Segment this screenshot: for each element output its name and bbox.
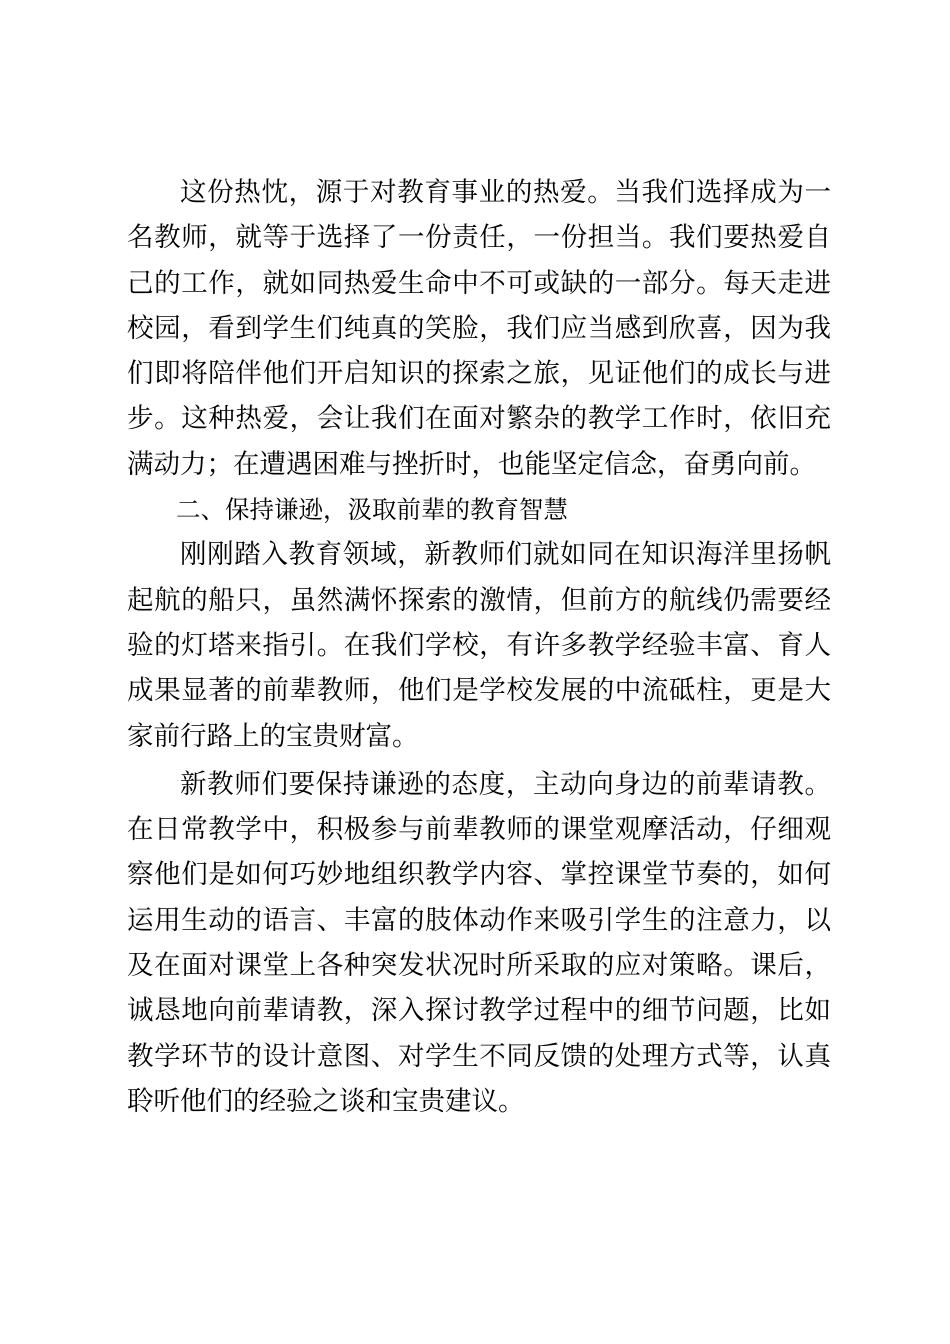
paragraph-passion: 这份热忱，源于对教育事业的热爱。当我们选择成为一名教师，就等于选择了一份责任，一份担当。我们要热爱自己的工作，就如同热爱生命中不可或缺的一部分。每天走进校园，看到学生们纯真的笑脸，我们应当感到欣喜，因为我们即将陪伴他们开启知识的探索之旅，见证他们的成长与进步。这种热爱，会让我们在面对繁杂的教学工作时，依旧充满动力；在遭遇困难与挫折时，也能坚定信念，奋勇向前。 <box>127 177 831 480</box>
paragraph-humility: 新教师们要保持谦逊的态度，主动向身边的前辈请教。在日常教学中，积极参与前辈教师的课堂观摩活动，仔细观察他们是如何巧妙地组织教学内容、掌控课堂节奏的，如何运用生动的语言、丰富的肢体动作来吸引学生的注意力，以及在面对课堂上各种突发状况时所采取的应对策略。课后，诚恳地向前辈请教，深入探讨教学过程中的细节问题，比如教学环节的设计意图、对学生不同反馈的处理方式等，认真聆听他们的经验之谈和宝贵建议。 <box>127 768 831 1117</box>
document-body <box>127 170 831 1124</box>
paragraph-new-teachers: 刚刚踏入教育领域，新教师们就如同在知识海洋里扬帆起航的船只，虽然满怀探索的激情，但前方的航线仍需要经验的灯塔来指引。在我们学校，有许多教学经验丰富、育人成果显著的前辈教师，他们是学校发展的中流砥柱，更是大家前行路上的宝贵财富。 <box>127 539 831 752</box>
section-heading: 二、保持谦逊，汲取前辈的教育智慧 <box>176 495 568 525</box>
